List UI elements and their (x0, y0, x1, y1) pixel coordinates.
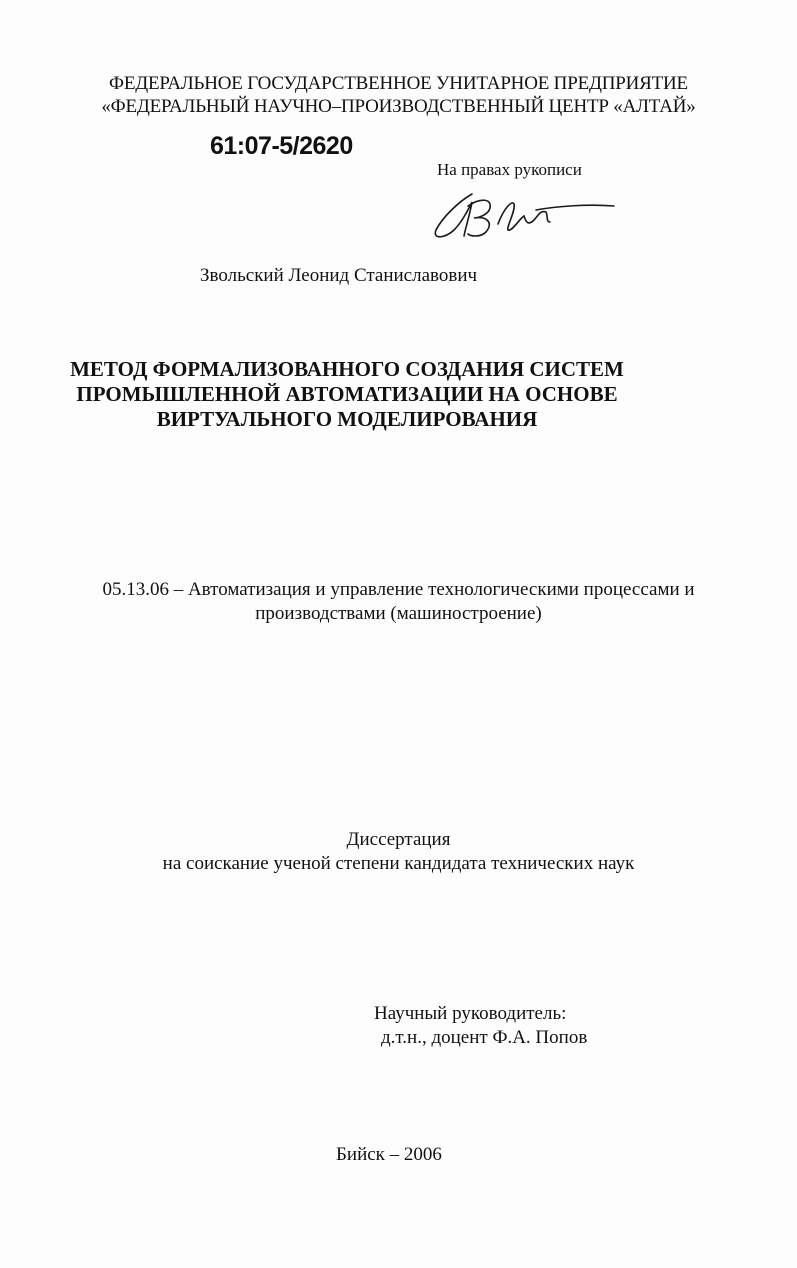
degree-description: на соискание ученой степени кандидата технических наук (162, 853, 635, 874)
supervisor-name: д.т.н., доцент Ф.А. Попов (381, 1027, 588, 1048)
specialty-line-1: 05.13.06 – Автоматизация и управление технологическими процессами и (102, 579, 695, 600)
dissertation-label: Диссертация (346, 829, 451, 850)
supervisor-label: Научный руководитель: (374, 1003, 567, 1024)
thesis-title-line-2: ПРОМЫШЛЕННОЙ АВТОМАТИЗАЦИИ НА ОСНОВЕ (76, 382, 618, 406)
author-signature (428, 188, 618, 248)
thesis-title-line-3: ВИРТУАЛЬНОГО МОДЕЛИРОВАНИЯ (156, 407, 538, 431)
author-name: Звольский Леонид Станиславович (200, 265, 478, 286)
organization-line-2: «ФЕДЕРАЛЬНЫЙ НАУЧНО–ПРОИЗВОДСТВЕННЫЙ ЦЕНТР «АЛТАЙ» (101, 96, 696, 117)
organization-line-1: ФЕДЕРАЛЬНОЕ ГОСУДАРСТВЕННОЕ УНИТАРНОЕ ПРЕДПРИЯТИЕ (109, 73, 688, 94)
library-stamp-code: 61:07-5/2620 (210, 132, 353, 160)
thesis-title-line-1: МЕТОД ФОРМАЛИЗОВАННОГО СОЗДАНИЯ СИСТЕМ (70, 357, 624, 381)
manuscript-rights-note: На правах рукописи (437, 160, 582, 179)
specialty-line-2: производствами (машиностроение) (255, 603, 542, 624)
city-year: Бийск – 2006 (336, 1144, 442, 1165)
